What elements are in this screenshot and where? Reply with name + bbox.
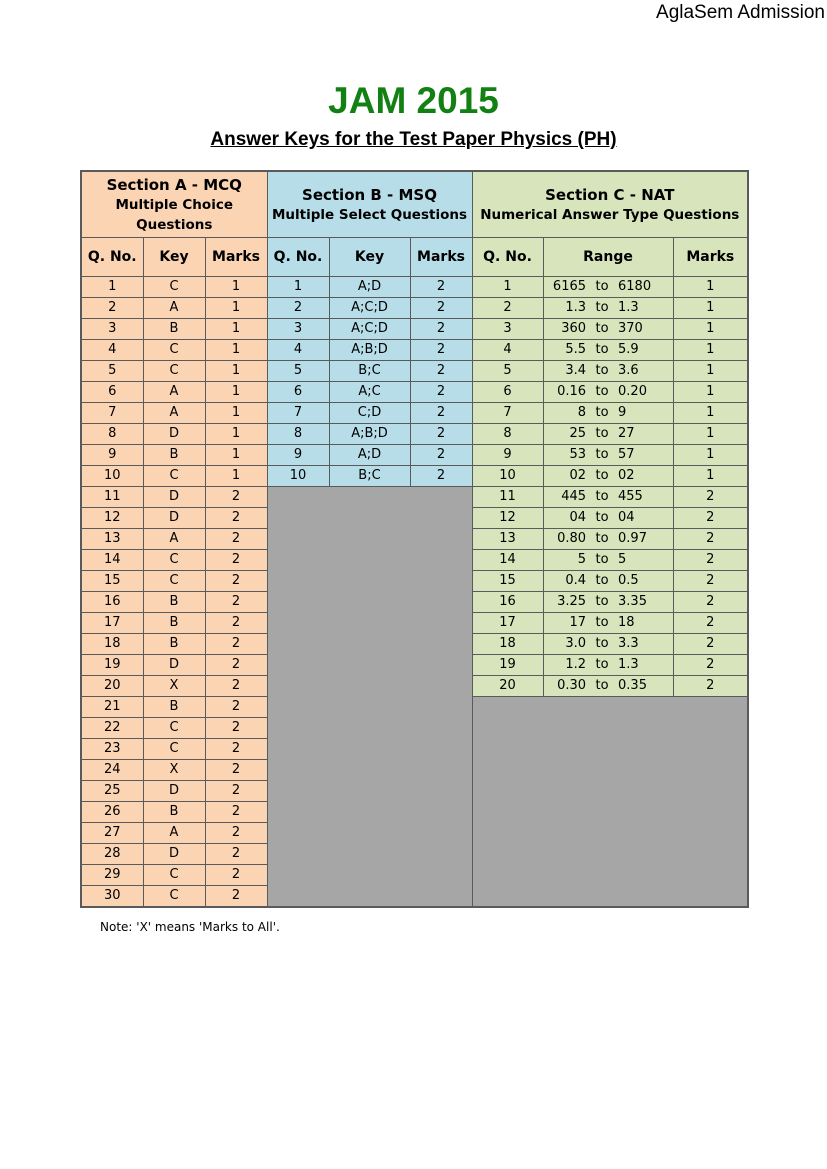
section-c-qno: 15 (472, 571, 543, 592)
section-a-qno: 2 (81, 298, 143, 319)
section-a-key: X (143, 676, 205, 697)
section-c-range-high: 0.97 (616, 529, 673, 550)
section-a-marks: 2 (205, 676, 267, 697)
table-row (81, 403, 748, 424)
section-b-key: A;D (329, 445, 410, 466)
section-c-qno: 14 (472, 550, 543, 571)
section-c-subtitle: Numerical Answer Type Questions (480, 206, 740, 223)
section-c-range-to: to (588, 298, 616, 319)
section-a-qno: 17 (81, 613, 143, 634)
section-b-key: B;C (329, 361, 410, 382)
section-c-range-low: 02 (543, 466, 588, 487)
section-c-marks: 1 (673, 340, 748, 361)
section-a-marks: 2 (205, 844, 267, 865)
section-c-range-low: 17 (543, 613, 588, 634)
col-header: Q. No. (81, 238, 143, 277)
section-c-range-low: 0.4 (543, 571, 588, 592)
section-c-range-high: 5 (616, 550, 673, 571)
section-a-key: C (143, 739, 205, 760)
section-b-key: A;B;D (329, 424, 410, 445)
section-c-marks: 2 (673, 655, 748, 676)
section-c-range-high: 1.3 (616, 655, 673, 676)
section-c-qno: 4 (472, 340, 543, 361)
section-a-qno: 26 (81, 802, 143, 823)
section-c-qno: 3 (472, 319, 543, 340)
section-a-marks: 2 (205, 550, 267, 571)
section-c-marks: 1 (673, 424, 748, 445)
section-b-qno: 5 (267, 361, 329, 382)
section-a-key: C (143, 550, 205, 571)
section-b-marks: 2 (410, 445, 472, 466)
section-a-key: B (143, 613, 205, 634)
section-c-qno: 17 (472, 613, 543, 634)
section-c-qno: 12 (472, 508, 543, 529)
section-c-qno: 9 (472, 445, 543, 466)
section-c-range-low: 3.4 (543, 361, 588, 382)
section-a-marks: 1 (205, 382, 267, 403)
section-b-qno: 4 (267, 340, 329, 361)
section-b-empty-area (267, 487, 472, 908)
section-a-key: C (143, 886, 205, 908)
section-a-qno: 4 (81, 340, 143, 361)
section-c-range-to: to (588, 508, 616, 529)
section-c-range-high: 3.3 (616, 634, 673, 655)
section-b-qno: 3 (267, 319, 329, 340)
section-a-key: A (143, 403, 205, 424)
section-b-qno: 8 (267, 424, 329, 445)
col-header: Marks (673, 238, 748, 277)
section-a-key: B (143, 802, 205, 823)
table-row (81, 298, 748, 319)
section-c-range-high: 18 (616, 613, 673, 634)
section-c-range-high: 27 (616, 424, 673, 445)
section-c-range-to: to (588, 466, 616, 487)
section-b-qno: 7 (267, 403, 329, 424)
section-c-range-to: to (588, 571, 616, 592)
section-a-qno: 14 (81, 550, 143, 571)
section-b-key: A;C;D (329, 298, 410, 319)
section-c-qno: 8 (472, 424, 543, 445)
section-b-key: C;D (329, 403, 410, 424)
table-row (81, 340, 748, 361)
section-c-range-low: 3.25 (543, 592, 588, 613)
section-c-range-low: 5 (543, 550, 588, 571)
col-header: Q. No. (267, 238, 329, 277)
section-a-key: A (143, 823, 205, 844)
section-c-range-low: 3.0 (543, 634, 588, 655)
col-header: Range (543, 238, 673, 277)
section-a-key: D (143, 487, 205, 508)
section-c-range-high: 0.5 (616, 571, 673, 592)
section-a-qno: 10 (81, 466, 143, 487)
section-c-qno: 2 (472, 298, 543, 319)
section-c-qno: 19 (472, 655, 543, 676)
section-a-key: B (143, 697, 205, 718)
col-header: Marks (410, 238, 472, 277)
section-c-qno: 5 (472, 361, 543, 382)
section-a-qno: 7 (81, 403, 143, 424)
section-c-range-to: to (588, 613, 616, 634)
table-row (81, 487, 748, 508)
section-b-qno: 6 (267, 382, 329, 403)
section-a-qno: 30 (81, 886, 143, 908)
section-a-key: D (143, 655, 205, 676)
section-a-key: D (143, 781, 205, 802)
section-a-key: B (143, 445, 205, 466)
section-b-key: A;D (329, 277, 410, 298)
page-subtitle: Answer Keys for the Test Paper Physics (PH) (210, 129, 617, 150)
section-c-range-to: to (588, 592, 616, 613)
section-c-range-to: to (588, 277, 616, 298)
section-c-range-to: to (588, 550, 616, 571)
section-c-range-high: 02 (616, 466, 673, 487)
section-a-key: A (143, 298, 205, 319)
section-a-qno: 13 (81, 529, 143, 550)
section-a-marks: 2 (205, 487, 267, 508)
section-c-marks: 2 (673, 529, 748, 550)
section-c-range-high: 6180 (616, 277, 673, 298)
section-c-range-high: 0.35 (616, 676, 673, 697)
section-b-marks: 2 (410, 382, 472, 403)
section-a-marks: 2 (205, 613, 267, 634)
section-c-marks: 1 (673, 466, 748, 487)
section-c-range-low: 0.16 (543, 382, 588, 403)
section-c-range-to: to (588, 340, 616, 361)
section-a-marks: 1 (205, 424, 267, 445)
section-b-key: A;C (329, 382, 410, 403)
section-c-range-high: 5.9 (616, 340, 673, 361)
section-c-range-to: to (588, 361, 616, 382)
section-a-qno: 27 (81, 823, 143, 844)
section-a-title: Section A - MCQ (106, 175, 242, 194)
section-c-qno: 1 (472, 277, 543, 298)
section-b-header (267, 171, 472, 238)
section-a-marks: 2 (205, 529, 267, 550)
section-c-range-low: 0.80 (543, 529, 588, 550)
section-c-marks: 1 (673, 403, 748, 424)
section-c-range-low: 0.30 (543, 676, 588, 697)
section-a-marks: 2 (205, 718, 267, 739)
section-b-marks: 2 (410, 361, 472, 382)
section-c-range-high: 3.6 (616, 361, 673, 382)
section-c-range-to: to (588, 529, 616, 550)
col-header: Key (329, 238, 410, 277)
section-c-range-to: to (588, 445, 616, 466)
section-c-marks: 1 (673, 298, 748, 319)
section-c-range-to: to (588, 382, 616, 403)
table-row (81, 361, 748, 382)
section-a-key: D (143, 508, 205, 529)
section-a-qno: 8 (81, 424, 143, 445)
section-a-marks: 2 (205, 592, 267, 613)
section-a-marks: 1 (205, 361, 267, 382)
section-c-range-low: 5.5 (543, 340, 588, 361)
section-a-qno: 22 (81, 718, 143, 739)
section-a-key: D (143, 424, 205, 445)
section-a-marks: 2 (205, 634, 267, 655)
section-a-key: A (143, 382, 205, 403)
section-a-marks: 2 (205, 760, 267, 781)
section-a-key: C (143, 571, 205, 592)
section-c-range-high: 455 (616, 487, 673, 508)
section-a-marks: 1 (205, 277, 267, 298)
section-a-qno: 21 (81, 697, 143, 718)
section-c-qno: 11 (472, 487, 543, 508)
section-a-marks: 1 (205, 340, 267, 361)
section-a-marks: 1 (205, 319, 267, 340)
section-c-range-low: 1.2 (543, 655, 588, 676)
section-a-marks: 2 (205, 781, 267, 802)
section-b-qno: 9 (267, 445, 329, 466)
section-a-qno: 18 (81, 634, 143, 655)
section-a-key: B (143, 592, 205, 613)
section-b-marks: 2 (410, 424, 472, 445)
section-c-title: Section C - NAT (545, 185, 675, 204)
section-c-range-to: to (588, 403, 616, 424)
section-a-subtitle: Multiple Choice Questions (115, 196, 233, 233)
section-b-marks: 2 (410, 319, 472, 340)
section-a-qno: 28 (81, 844, 143, 865)
section-a-qno: 9 (81, 445, 143, 466)
section-c-marks: 2 (673, 508, 748, 529)
section-a-marks: 1 (205, 466, 267, 487)
note: Note: 'X' means 'Marks to All'. (100, 920, 280, 934)
section-b-qno: 10 (267, 466, 329, 487)
section-c-qno: 20 (472, 676, 543, 697)
section-a-marks: 2 (205, 571, 267, 592)
section-a-key: A (143, 529, 205, 550)
answer-rows (81, 277, 748, 908)
section-c-range-high: 1.3 (616, 298, 673, 319)
section-b-key: B;C (329, 466, 410, 487)
section-c-range-high: 0.20 (616, 382, 673, 403)
section-a-qno: 16 (81, 592, 143, 613)
section-a-qno: 11 (81, 487, 143, 508)
section-c-header (472, 171, 748, 238)
section-c-marks: 2 (673, 487, 748, 508)
section-c-marks: 1 (673, 319, 748, 340)
section-b-key: A;C;D (329, 319, 410, 340)
section-c-qno: 16 (472, 592, 543, 613)
section-c-range-low: 445 (543, 487, 588, 508)
section-c-range-low: 25 (543, 424, 588, 445)
section-c-range-low: 04 (543, 508, 588, 529)
table-row (81, 319, 748, 340)
answer-key-table (80, 170, 749, 908)
section-b-marks: 2 (410, 403, 472, 424)
section-a-marks: 2 (205, 802, 267, 823)
section-a-qno: 1 (81, 277, 143, 298)
section-a-marks: 2 (205, 739, 267, 760)
section-c-marks: 2 (673, 571, 748, 592)
section-a-key: C (143, 340, 205, 361)
section-a-marks: 2 (205, 697, 267, 718)
section-a-key: C (143, 361, 205, 382)
section-b-subtitle: Multiple Select Questions (272, 206, 467, 223)
page-title: JAM 2015 (328, 80, 499, 121)
section-c-range-low: 53 (543, 445, 588, 466)
section-a-marks: 2 (205, 655, 267, 676)
section-b-key: A;B;D (329, 340, 410, 361)
section-c-qno: 10 (472, 466, 543, 487)
section-c-range-to: to (588, 655, 616, 676)
section-a-header (81, 171, 267, 238)
section-c-range-to: to (588, 424, 616, 445)
section-a-qno: 29 (81, 865, 143, 886)
section-c-marks: 1 (673, 445, 748, 466)
table-row (81, 445, 748, 466)
section-c-marks: 1 (673, 361, 748, 382)
section-b-marks: 2 (410, 340, 472, 361)
section-b-marks: 2 (410, 466, 472, 487)
section-c-range-high: 57 (616, 445, 673, 466)
table-row (81, 382, 748, 403)
section-c-marks: 2 (673, 634, 748, 655)
section-a-key: C (143, 718, 205, 739)
section-a-qno: 3 (81, 319, 143, 340)
section-c-marks: 1 (673, 382, 748, 403)
section-a-qno: 5 (81, 361, 143, 382)
section-c-marks: 1 (673, 277, 748, 298)
section-a-qno: 12 (81, 508, 143, 529)
section-a-qno: 24 (81, 760, 143, 781)
section-a-key: B (143, 319, 205, 340)
section-c-marks: 2 (673, 592, 748, 613)
table-row (81, 466, 748, 487)
section-a-marks: 2 (205, 508, 267, 529)
section-a-key: X (143, 760, 205, 781)
section-c-qno: 6 (472, 382, 543, 403)
section-c-marks: 2 (673, 613, 748, 634)
section-a-key: C (143, 466, 205, 487)
section-a-qno: 6 (81, 382, 143, 403)
section-b-title: Section B - MSQ (302, 185, 437, 204)
section-a-key: C (143, 277, 205, 298)
section-a-key: C (143, 865, 205, 886)
table-row (81, 424, 748, 445)
col-header: Marks (205, 238, 267, 277)
section-c-marks: 2 (673, 676, 748, 697)
section-a-qno: 25 (81, 781, 143, 802)
section-c-range-low: 6165 (543, 277, 588, 298)
section-a-key: D (143, 844, 205, 865)
section-c-range-low: 360 (543, 319, 588, 340)
section-c-range-high: 04 (616, 508, 673, 529)
section-a-marks: 2 (205, 886, 267, 908)
section-c-range-low: 1.3 (543, 298, 588, 319)
section-c-qno: 13 (472, 529, 543, 550)
section-c-range-to: to (588, 676, 616, 697)
section-a-qno: 19 (81, 655, 143, 676)
section-a-key: B (143, 634, 205, 655)
section-b-qno: 1 (267, 277, 329, 298)
section-c-range-high: 9 (616, 403, 673, 424)
section-a-marks: 1 (205, 403, 267, 424)
section-b-marks: 2 (410, 277, 472, 298)
section-a-marks: 1 (205, 445, 267, 466)
section-c-range-low: 8 (543, 403, 588, 424)
section-c-range-to: to (588, 487, 616, 508)
section-c-marks: 2 (673, 550, 748, 571)
section-c-qno: 7 (472, 403, 543, 424)
section-c-range-high: 3.35 (616, 592, 673, 613)
section-c-range-to: to (588, 319, 616, 340)
section-b-marks: 2 (410, 298, 472, 319)
col-header: Key (143, 238, 205, 277)
section-a-marks: 1 (205, 298, 267, 319)
section-c-empty-area (472, 697, 748, 908)
section-c-range-high: 370 (616, 319, 673, 340)
section-a-marks: 2 (205, 823, 267, 844)
col-header: Q. No. (472, 238, 543, 277)
section-a-qno: 15 (81, 571, 143, 592)
section-c-range-to: to (588, 634, 616, 655)
watermark: AglaSem Admission (656, 2, 825, 23)
section-a-qno: 20 (81, 676, 143, 697)
section-a-qno: 23 (81, 739, 143, 760)
section-b-qno: 2 (267, 298, 329, 319)
section-a-marks: 2 (205, 865, 267, 886)
table-row (81, 277, 748, 298)
section-c-qno: 18 (472, 634, 543, 655)
